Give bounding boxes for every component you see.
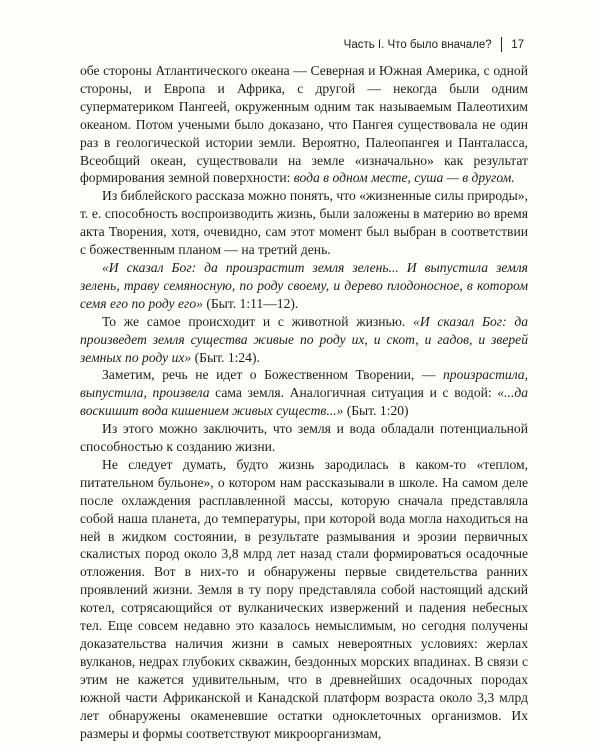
italic-quote: «И сказал Бог: да произведет земля существа живые по роду их, и скот, и гадов, и зверей земных по роду их»: [80, 313, 528, 365]
running-header: [344, 37, 524, 52]
italic-quote: вода в одном месте, суша — в другом.: [293, 170, 515, 186]
paragraph: [80, 313, 528, 367]
text-run: (Быт. 1:24).: [191, 349, 260, 365]
text-run: сама земля. Аналогичная ситуация и с водой:: [209, 385, 498, 401]
paragraph: [80, 420, 528, 456]
italic-quote: «И сказал Бог: да произрастит земля зелень... И выпустила земля зелень, траву семяносную, по роду своему, и дерево плодоносное, в котором семя его по роду его»: [80, 259, 528, 311]
page-number: 17: [511, 38, 524, 51]
paragraph: [80, 62, 528, 187]
text-run: Не следует думать, будто жизнь зародилась в каком-то «теплом, питательном бульоне», о котором нам рассказывали в школе. На самом деле после охлаждения расплавленной массы, которую сначала представляла собой наша планета, до температуры, при которой вода могла находиться на ней в жидком состоянии, в результате размывания и эрозии первичных скалистых пород около 3,8 млрд лет назад стали формироваться осадочные отложения. Вот в них-то и обнаружены первые свидетельства ранних проявлений жизни. Земля в ту пору представляла собой настоящий адский котел, сотрясающийся от вулканических извержений и падения небесных тел. Еще совсем недавно это казалось немыслимым, но сегодня получены доказательства наличия жизни в самых невероятных условиях: жерлах вулканов, недрах глубоких скважин, бездонных морских впадинах. В связи с этим не кажется удивительным, что в древнейших осадочных породах южной части Африканской и Канадской платформ возраста около 3,3 млрд лет обнаружены окаменевшие остатки одноклеточных организмов. Их размеры и формы соответствуют микроорганизмам,: [80, 456, 528, 741]
text-run: Заметим, речь не идет о Божественном Творении, —: [102, 367, 443, 383]
paragraph: [80, 366, 528, 420]
text-run: (Быт. 1:11—12).: [202, 295, 299, 311]
text-run: обе стороны Атлантического океана — Северная и Южная Америка, с одной стороны, и Европа и Африка, с другой — некогда были одним суперматериком Пангеей, окруженным одним так называемым Палеотихим океаном. Потом учеными было доказано, что Пангея существовала не один раз в геологической истории земли. Вероятно, Палеопангея и Панталасса, Всеобщий океан, существовали на земле «изначально» как результат формирования земной поверхности:: [80, 63, 528, 186]
text-run: Из этого можно заключить, что земля и вода обладали потенциальной способностью к созданию жизни.: [80, 421, 528, 455]
body-text: [80, 62, 528, 742]
paragraph: [80, 259, 528, 313]
header-divider: [501, 37, 503, 52]
text-run: (Быт. 1:20): [343, 403, 409, 419]
text-run: Из библейского рассказа можно понять, что «жизненные силы природы», т. е. способность воспроизводить жизнь, были заложены в материю во время акта Творения, хотя, очевидно, сам этот момент был выбран в соответствии с божественным планом — на третий день.: [80, 188, 528, 258]
section-title: Часть I. Что было вначале?: [343, 38, 492, 51]
italic-quote: произрастила, выпустила, произвела: [80, 367, 528, 401]
italic-quote: «...да воскишит вода кишением живых существ...»: [80, 385, 529, 419]
paragraph: [80, 187, 528, 259]
paragraph: [80, 456, 528, 743]
text-run: То же самое происходит и с животной жизнью.: [102, 313, 414, 329]
